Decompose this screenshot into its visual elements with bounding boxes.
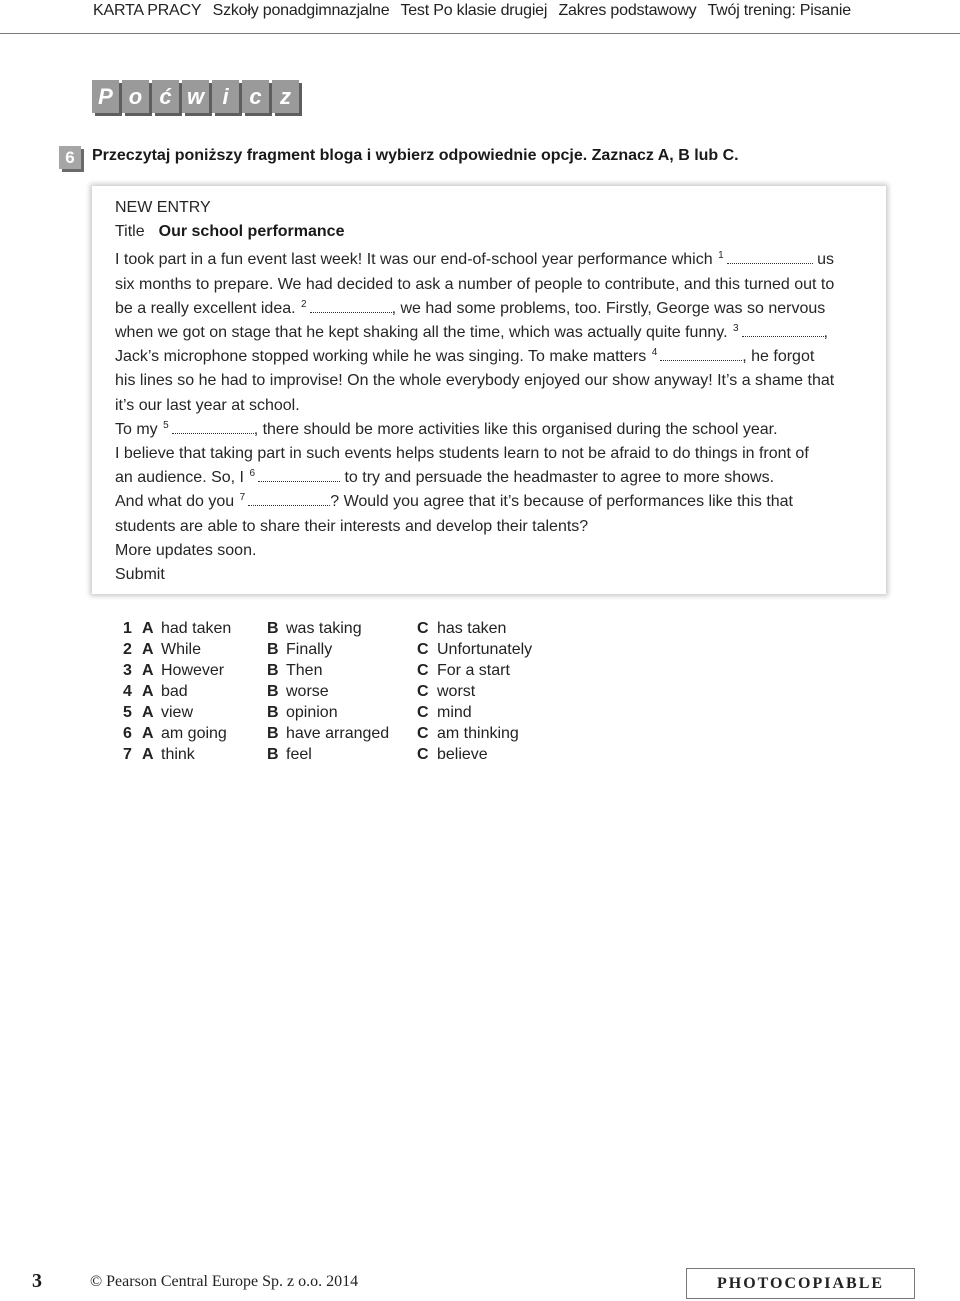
blog-paragraph-2 — [115, 418, 864, 442]
text-segment: it’s our last year at school. — [115, 396, 300, 414]
header-item-training: Twój trening: Pisanie — [707, 2, 851, 19]
option-letter-c: C — [417, 640, 429, 658]
page-number: 3 — [32, 1270, 42, 1292]
option-number: 5 — [123, 703, 132, 721]
option-letter-a: A — [142, 703, 154, 721]
option-b[interactable]: opinion — [286, 703, 338, 721]
header-item-worksheet: KARTA PRACY — [93, 2, 202, 19]
option-b[interactable]: Finally — [286, 640, 333, 658]
header-item-school: Szkoły ponadgimnazjalne — [212, 2, 390, 19]
option-letter-c: C — [417, 724, 429, 742]
option-number: 1 — [123, 619, 132, 637]
text-segment: an audience. So, I — [115, 469, 244, 487]
photocopiable-badge: PHOTOCOPIABLE — [686, 1268, 915, 1299]
option-letter-c: C — [417, 661, 429, 679]
section-tile: ć — [152, 80, 179, 113]
section-title-tiles — [92, 80, 299, 113]
section-tile: z — [272, 80, 299, 113]
option-c[interactable]: Unfortunately — [437, 640, 533, 658]
blog-entry-panel — [92, 186, 886, 594]
copyright-notice: © Pearson Central Europe Sp. z o.o. 2014 — [90, 1273, 359, 1290]
option-c[interactable]: For a start — [437, 661, 510, 679]
text-segment: I took part in a fun event last week! It was our end-of-school year performance which — [115, 251, 713, 269]
text-segment: six months to prepare. We had decided to ask a number of people to contribute, and this turned out to — [115, 275, 835, 293]
exercise-number: 6 — [59, 146, 81, 169]
option-number: 7 — [123, 745, 132, 763]
option-b[interactable]: feel — [286, 745, 312, 763]
gap-blank-5[interactable] — [172, 419, 254, 434]
option-letter-b: B — [267, 703, 279, 721]
option-row — [123, 702, 532, 723]
option-letter-a: A — [142, 745, 154, 763]
gap-blank-6[interactable] — [258, 467, 340, 482]
option-row — [123, 660, 532, 681]
gap-number: 4 — [651, 347, 658, 359]
header-item-level: Zakres podstawowy — [558, 2, 697, 19]
option-a[interactable]: While — [161, 640, 202, 658]
option-b[interactable]: Then — [286, 661, 323, 679]
gap-number: 3 — [732, 323, 739, 335]
gap-blank-7[interactable] — [248, 491, 330, 506]
option-letter-b: B — [267, 640, 279, 658]
text-segment: when we got on stage that he kept shaking all the time, which was actually quite funny. — [115, 324, 728, 342]
header-divider — [0, 33, 960, 34]
option-a[interactable]: had taken — [161, 619, 232, 637]
answer-options-table — [123, 618, 532, 765]
text-segment: to try and persuade the headmaster to agree to more shows. — [344, 469, 775, 487]
text-segment: And what do you — [115, 493, 235, 511]
gap-blank-3[interactable] — [742, 322, 824, 337]
option-letter-c: C — [417, 745, 429, 763]
header-item-test: Test Po klasie drugiej — [400, 2, 548, 19]
option-letter-c: C — [417, 619, 429, 637]
blog-paragraph-3 — [115, 442, 864, 490]
text-segment: students are able to share their interests and develop their talents? — [115, 517, 589, 535]
option-a[interactable]: bad — [161, 682, 188, 700]
option-c[interactable]: has taken — [437, 619, 507, 637]
text-segment: be a really excellent idea. — [115, 299, 296, 317]
option-row — [123, 681, 532, 702]
gap-number: 5 — [163, 419, 169, 431]
text-segment: Jack’s microphone stopped working while he was singing. To make matters — [115, 348, 647, 366]
option-a[interactable]: However — [161, 661, 225, 679]
blog-paragraph-4 — [115, 490, 864, 538]
gap-number: 7 — [239, 492, 246, 504]
entry-label: NEW ENTRY — [115, 199, 211, 216]
option-number: 3 — [123, 661, 132, 679]
text-segment: , there should be more activities like this organised during the school year. — [253, 420, 778, 438]
option-number: 4 — [123, 682, 132, 700]
text-segment: , — [823, 324, 828, 342]
option-c[interactable]: mind — [437, 703, 472, 721]
option-number: 2 — [123, 640, 132, 658]
section-tile: P — [92, 80, 119, 113]
option-letter-a: A — [142, 724, 154, 742]
option-letter-b: B — [267, 619, 279, 637]
option-letter-b: B — [267, 682, 279, 700]
option-b[interactable]: worse — [286, 682, 329, 700]
option-a[interactable]: think — [161, 745, 195, 763]
option-letter-a: A — [142, 682, 154, 700]
submit-link[interactable]: Submit — [115, 566, 165, 584]
option-letter-c: C — [417, 703, 429, 721]
option-b[interactable]: was taking — [286, 619, 362, 637]
option-number: 6 — [123, 724, 132, 742]
option-letter-b: B — [267, 724, 279, 742]
text-segment: ? Would you agree that it’s because of performances like this that — [330, 493, 793, 511]
option-letter-a: A — [142, 619, 154, 637]
option-letter-c: C — [417, 682, 429, 700]
option-row — [123, 723, 532, 744]
gap-blank-4[interactable] — [660, 346, 742, 361]
option-a[interactable]: am going — [161, 724, 227, 742]
gap-number: 6 — [249, 468, 255, 480]
exercise-instruction: Przeczytaj poniższy fragment bloga i wybierz odpowiednie opcje. Zaznacz A, B lub C. — [92, 147, 739, 164]
option-a[interactable]: view — [161, 703, 194, 721]
option-c[interactable]: believe — [437, 745, 488, 763]
gap-number: 1 — [718, 250, 724, 262]
text-segment: I believe that taking part in such events helps students learn to not be afraid to do things in front of — [115, 445, 809, 463]
title-label: Title — [115, 223, 145, 241]
gap-blank-2[interactable] — [310, 298, 392, 313]
gap-number: 2 — [301, 298, 307, 310]
option-letter-a: A — [142, 661, 154, 679]
text-segment: , he forgot — [742, 348, 815, 366]
option-letter-b: B — [267, 661, 279, 679]
entry-title: Our school performance — [158, 223, 345, 241]
option-row — [123, 639, 532, 660]
option-row — [123, 618, 532, 639]
option-row — [123, 744, 532, 765]
section-tile: w — [182, 80, 209, 113]
gap-blank-1[interactable] — [727, 249, 813, 264]
section-tile: i — [212, 80, 239, 113]
updates-note: More updates soon. — [115, 541, 257, 559]
text-segment: To my — [115, 420, 158, 438]
page-header — [93, 2, 940, 20]
title-row — [115, 220, 864, 244]
section-tile: c — [242, 80, 269, 113]
text-segment: us — [817, 251, 835, 269]
text-segment: , we had some problems, too. Firstly, George was so nervous — [391, 299, 826, 317]
option-c[interactable]: am thinking — [437, 724, 519, 742]
text-segment: his lines so he had to improvise! On the whole everybody enjoyed our show anyway! It’s a shame that — [115, 372, 835, 390]
blog-paragraph-1 — [115, 248, 864, 417]
option-c[interactable]: worst — [437, 682, 476, 700]
option-letter-b: B — [267, 745, 279, 763]
section-tile: o — [122, 80, 149, 113]
option-letter-a: A — [142, 640, 154, 658]
option-b[interactable]: have arranged — [286, 724, 390, 742]
